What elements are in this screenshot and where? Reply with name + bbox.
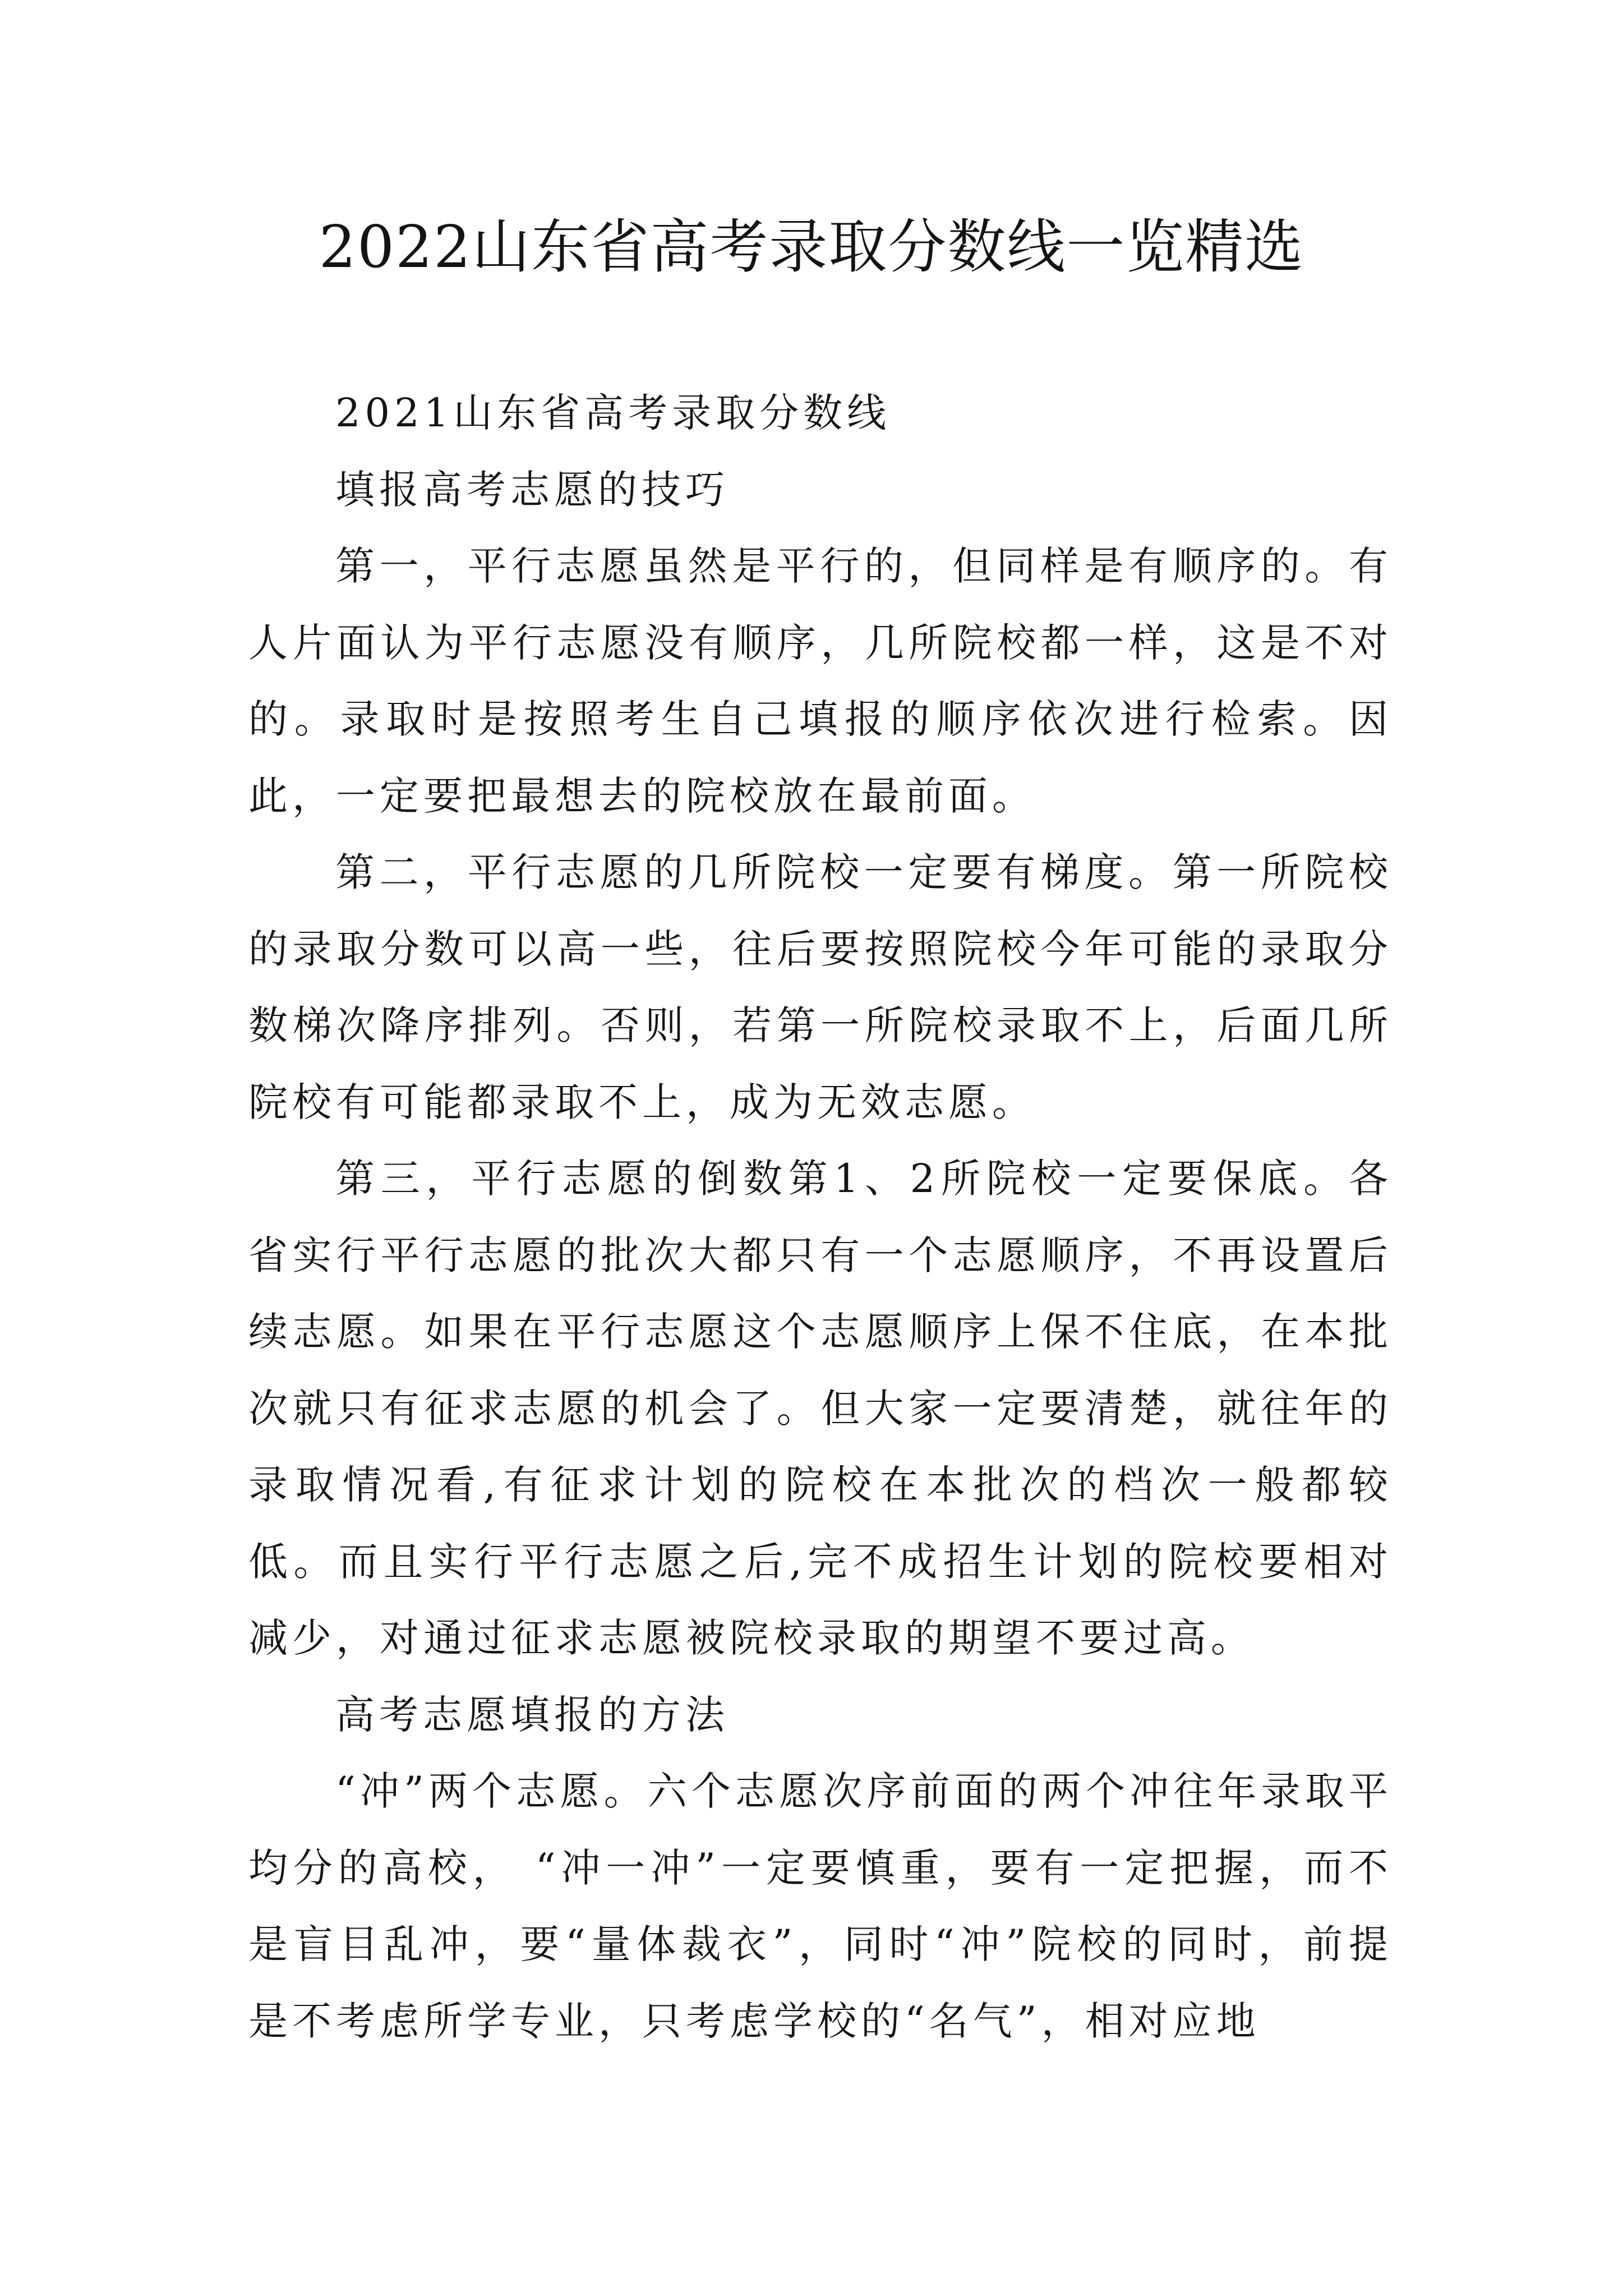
paragraph-chong-method: “冲”两个志愿。六个志愿次序前面的两个冲往年录取平均分的高校， “冲一冲”一定要慎重，要有一定把握，而不是盲目乱冲，要“量体裁衣”，同时“冲”院校的同时，前提是不考虑所学专业，只考虑学校的“名气”，相对应地	[248, 1768, 1393, 2044]
document-title: 2022山东省高考录取分数线一览精选	[319, 213, 1304, 281]
paragraph-third-tip: 第三，平行志愿的倒数第1、2所院校一定要保底。各省实行平行志愿的批次大都只有一个志愿顺序，不再设置后续志愿。如果在平行志愿这个志愿顺序上保不住底，在本批次就只有征求志愿的机会了。但大家一定要清楚，就往年的录取情况看,有征求计划的院校在本批次的档次一般都较低。而且实行平行志愿之后,完不成招生计划的院校要相对减少，对通过征求志愿被院校录取的期望不要过高。	[248, 1156, 1393, 1661]
subheading-score-line: 2021山东省高考录取分数线	[335, 390, 891, 436]
document-body	[248, 375, 1393, 2059]
subheading-tips: 填报高考志愿的技巧	[335, 466, 729, 513]
paragraph-second-tip: 第二，平行志愿的几所院校一定要有梯度。第一所院校的录取分数可以高一些，往后要按照院校今年可能的录取分数梯次降序排列。否则，若第一所院校录取不上，后面几所院校有可能都录取不上，成为无效志愿。	[248, 849, 1393, 1125]
subheading-methods: 高考志愿填报的方法	[335, 1691, 729, 1738]
paragraph-first-tip: 第一，平行志愿虽然是平行的，但同样是有顺序的。有人片面认为平行志愿没有顺序，几所院校都一样，这是不对的。录取时是按照考生自己填报的顺序依次进行检索。因此，一定要把最想去的院校放在最前面。	[248, 543, 1393, 819]
